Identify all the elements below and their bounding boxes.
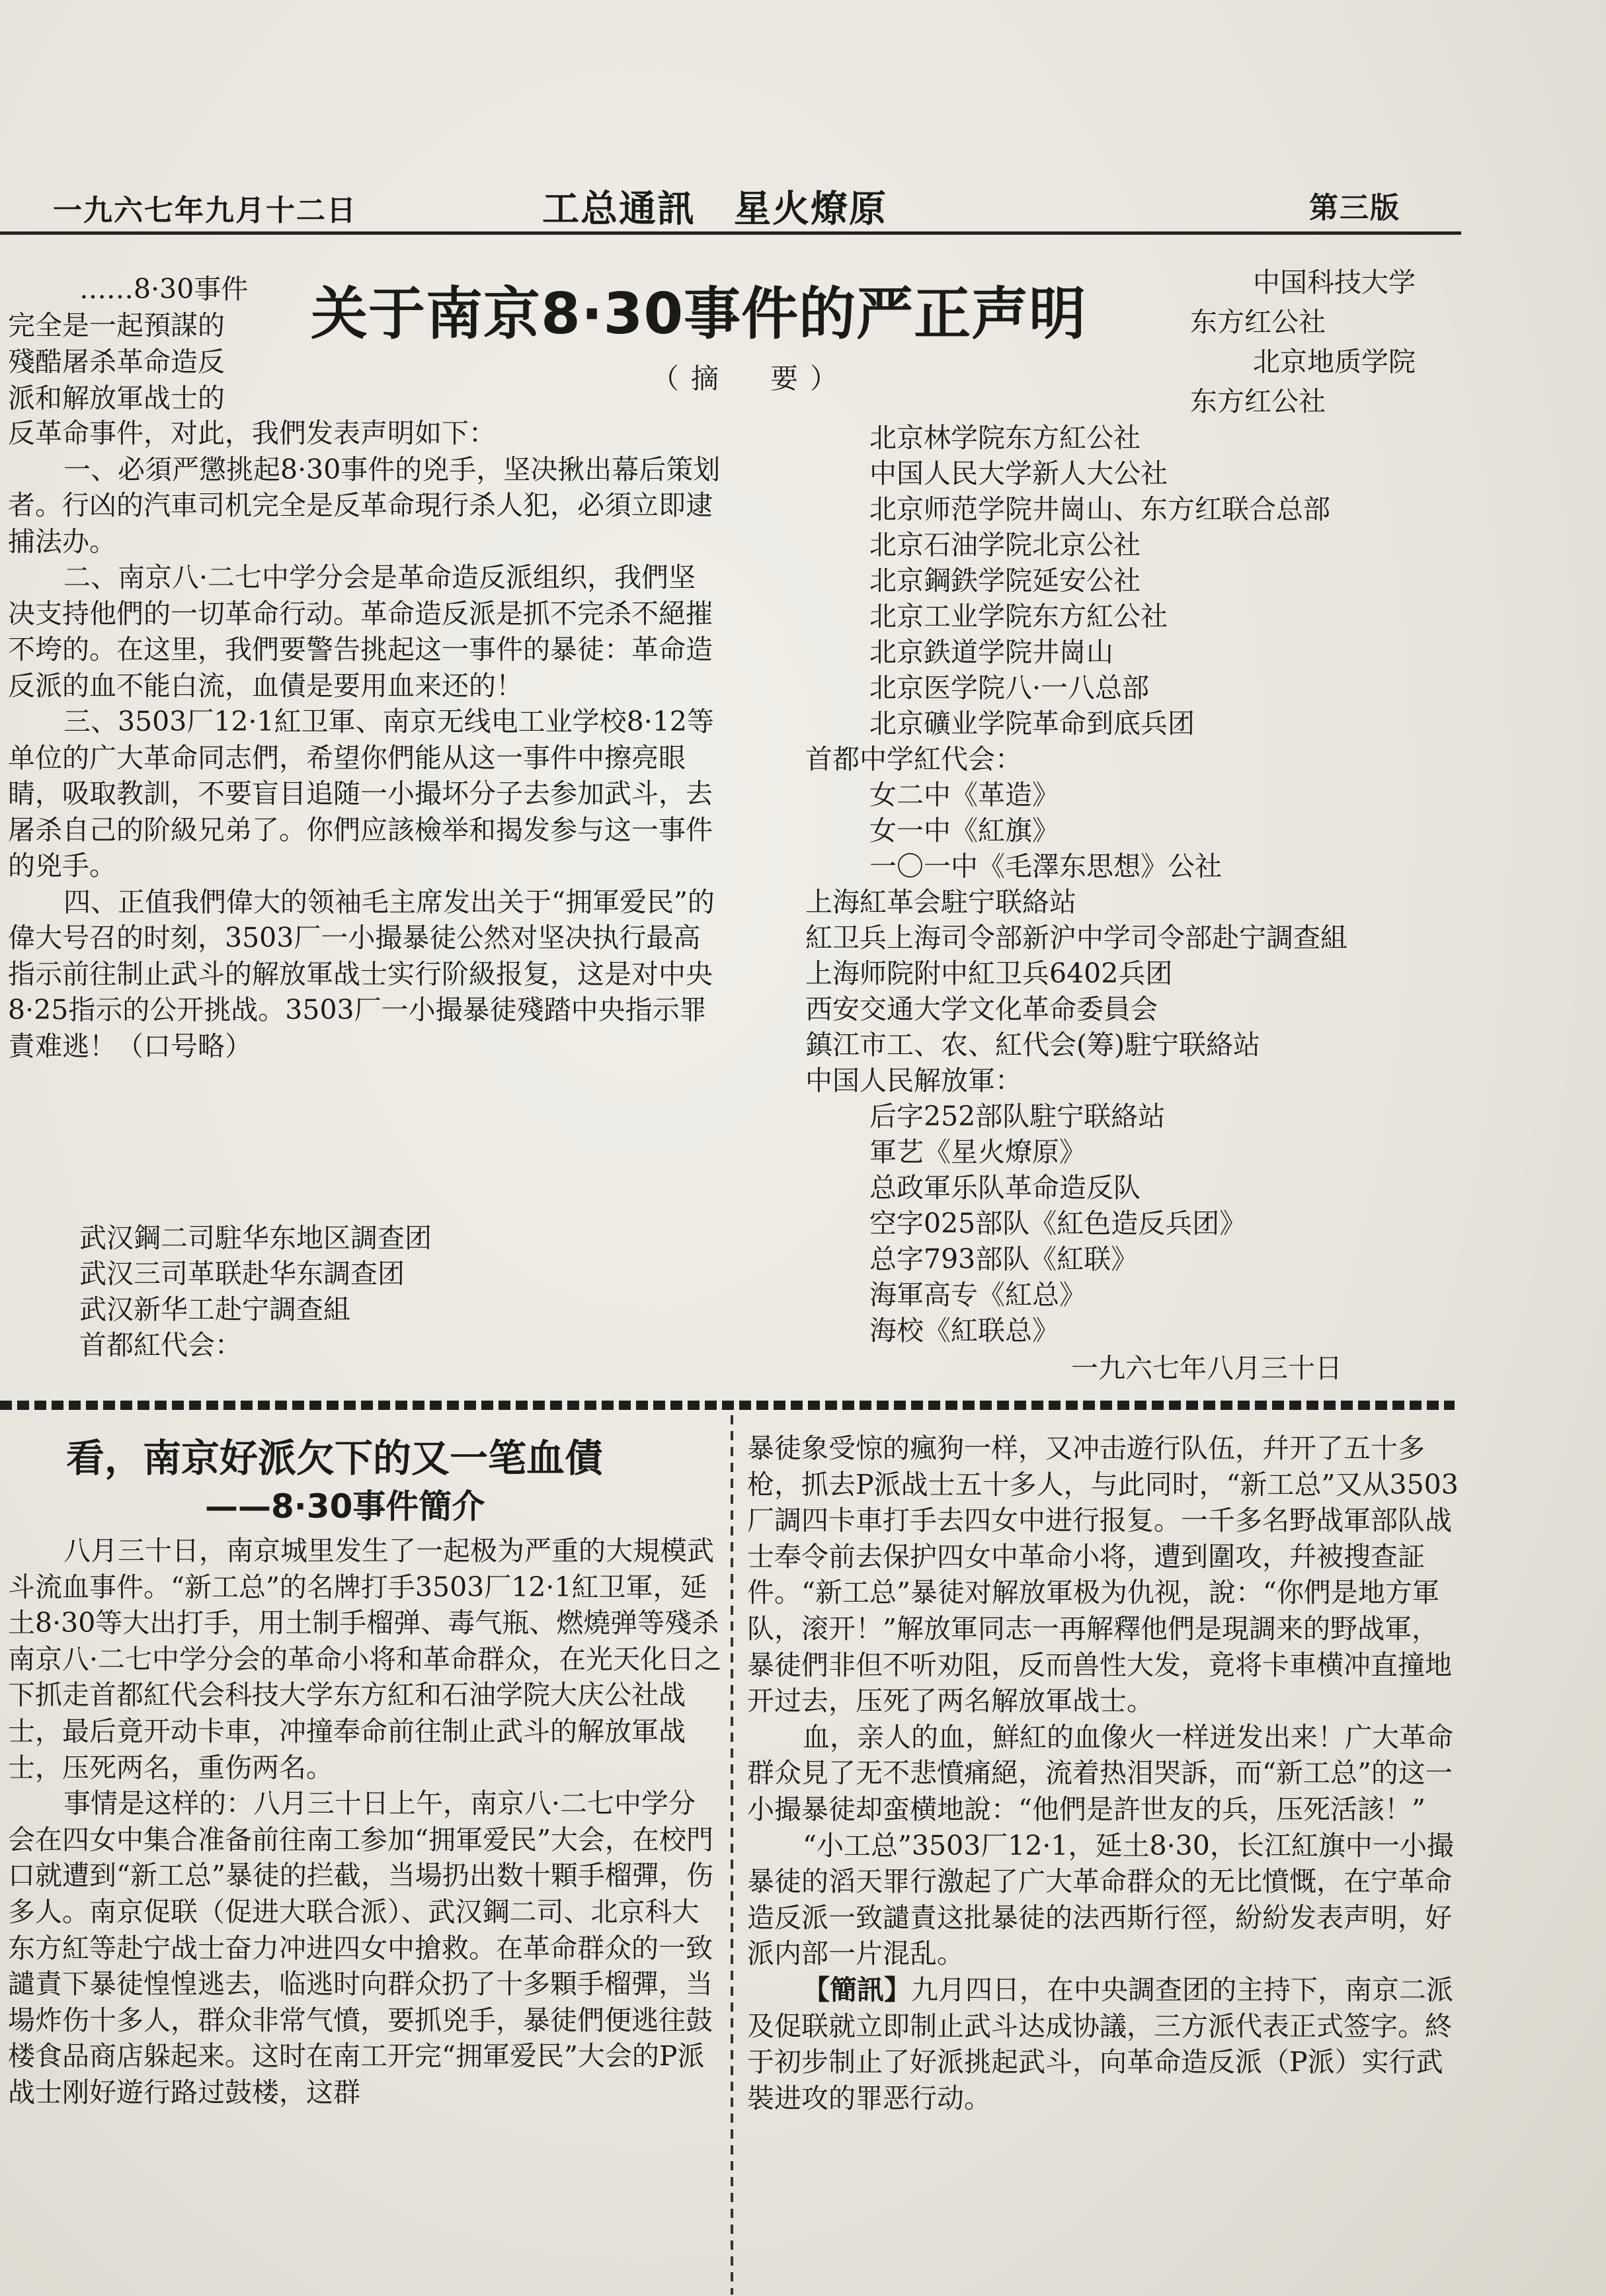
statement-para: 四、正值我們偉大的领袖毛主席发出关于“拥軍爱民”的偉大号召的时刻，3503厂一小撮暴徒公然对坚决执行最高指示前往制止武斗的解放軍战士实行阶級报复，这是对中央8·25指示的公开挑战。3503厂一小撮暴徒殘踏中央指示罪責难逃！（口号略） xyxy=(8,885,715,1062)
page-number: 第三版 xyxy=(1309,191,1400,225)
signer: 西安交通大学文化革命委員会 xyxy=(805,993,1158,1025)
signer: 一〇一中《毛澤东思想》公社 xyxy=(869,850,1222,882)
signer: 空字025部队《紅色造反兵团》 xyxy=(869,1208,1247,1239)
signer: 女二中《革造》 xyxy=(869,779,1059,811)
signer: 北京医学院八·一八总部 xyxy=(869,672,1150,704)
signer-geology: 北京地质学院 xyxy=(1253,346,1416,378)
signer: 武汉鋼二司駐华东地区調查团 xyxy=(79,1222,432,1254)
article-left-column xyxy=(8,1533,722,2111)
statement-para: 一、必須严懲挑起8·30事件的兇手，坚决揪出幕后策划者。行凶的汽車司机完全是反革命現行杀人犯，必須立即逮捕法办。 xyxy=(8,453,721,557)
article-para: 八月三十日，南京城里发生了一起极为严重的大規模武斗流血事件。“新工总”的名牌打手3503厂12·1紅卫軍，延土8·30等大出打手，用土制手榴弹、毒气瓶、燃燒弹等殘杀南京八·二七中学分会的革命小将和革命群众，在光天化日之下抓走首都紅代会科技大学东方紅和石油学院大庆公社战士，最后竟开动卡車，冲撞奉命前往制止武斗的解放軍战士，压死两名，重伤两名。 xyxy=(8,1535,722,1784)
signer: 中国人民大学新人大公社 xyxy=(869,458,1168,489)
capital-middle-schools-label: 首都中学紅代会： xyxy=(805,743,1022,775)
issue-date: 一九六七年九月十二日 xyxy=(53,194,357,227)
statement-para: 二、南京八·二七中学分会是革命造反派组织，我們坚决支持他們的一切革命行动。革命造反派是抓不完杀不絕摧不垮的。在这里，我們要警告挑起这一事件的暴徒：革命造反派的血不能白流，血債是要用血来还的！ xyxy=(8,561,713,702)
signer: 海校《紅联总》 xyxy=(869,1315,1059,1346)
signer: 北京鋼鉄学院延安公社 xyxy=(869,565,1141,596)
pla-unit-signers xyxy=(869,1098,1246,1348)
intro-line: 派和解放軍战士的 xyxy=(8,382,225,414)
signer: 上海师院附中紅卫兵6402兵团 xyxy=(805,958,1173,989)
masthead-title: 工总通訊 星火燎原 xyxy=(542,187,887,231)
signer: 武汉新华工赴宁調查組 xyxy=(79,1293,350,1325)
signer: 北京鉄道学院井崗山 xyxy=(869,636,1113,668)
right-signers-beijing xyxy=(869,420,1330,741)
signer: 海軍高专《紅总》 xyxy=(869,1279,1086,1311)
statement-subtitle: （摘 要） xyxy=(651,362,850,395)
article-para: 事情是这样的：八月三十日上午，南京八·二七中学分会在四女中集合准备前往南工参加“拥軍爱民”大会，在校門口就遭到“新工总”暴徒的拦截，当場扔出数十顆手榴彈，伤多人。南京促联（促进大联合派）、武汉鋼二司、北京科大东方紅等赴宁战士奋力冲进四女中搶救。在革命群众的一致譴責下暴徒惶惶逃去，临逃时向群众扔了十多顆手榴彈，当場炸伤十多人，群众非常气憤，要抓兇手，暴徒們便逃往鼓楼食品商店躲起来。这时在南工开完“拥軍爱民”大会的P派战士刚好遊行路过鼓楼，这群 xyxy=(8,1787,713,2108)
signer: 总政軍乐队革命造反队 xyxy=(869,1172,1141,1204)
brief-news xyxy=(747,1972,1465,2116)
article-para: “小工总”3503厂12·1，延土8·30，长江紅旗中一小撮暴徒的滔天罪行激起了广大革命群众的无比憤慨，在宁革命造反派一致譴責这批暴徒的法西斯行徑，紛紛发表声明，好派内部一片混乱。 xyxy=(747,1829,1454,1970)
intro-line: 殘酷屠杀革命造反 xyxy=(8,346,225,378)
right-signers-flush xyxy=(805,884,1347,1098)
signer: 北京师范学院井崗山、东方红联合总部 xyxy=(869,493,1330,525)
signer-ustc: 中国科技大学 xyxy=(1253,266,1416,298)
statement-date: 一九六七年八月三十日 xyxy=(1071,1352,1342,1384)
article-para: 暴徒象受惊的瘋狗一样，又冲击遊行队伍，幷开了五十多枪，抓去P派战士五十多人，与此同时，“新工总”又从3503厂調四卡車打手去四女中进行报复。一千多名野战軍部队战士奉令前去保护四女中革命小将，遭到圍攻，幷被搜查証件。“新工总”暴徒对解放軍极为仇视，說：“你們是地方軍队，滚开！”解放軍同志一再解釋他們是現調来的野战軍，暴徒們非但不听劝阻，反而兽性大发，竟将卡車横冲直撞地开过去，压死了两名解放軍战士。 xyxy=(747,1432,1459,1717)
section-divider xyxy=(0,1401,1455,1410)
article-subtitle: ——8·30事件簡介 xyxy=(205,1487,485,1526)
brief-label: 【簡訊】 xyxy=(803,1973,911,2006)
signer: 北京林学院东方紅公社 xyxy=(869,422,1141,454)
brief-text: 九月四日，在中央調查团的主持下，南京二派及促联就立即制止武斗达成协議，三方派代表正式签字。終于初步制止了好派挑起武斗，向革命造反派（P派）实行武裝进攻的罪恶行动。 xyxy=(747,1973,1453,2114)
statement-para: 反革命事件，对此，我們发表声明如下： xyxy=(8,417,496,449)
signer: 中国人民解放軍： xyxy=(805,1065,1022,1096)
signer: 北京工业学院东方紅公社 xyxy=(869,600,1168,632)
statement-body xyxy=(8,415,722,1064)
article-para: 血，亲人的血，鮮紅的血像火一样迸发出来！广大革命群众見了无不悲憤痛絕，流着热泪哭訴，而“新工总”的这一小撮暴徒却蛮横地說：“他們是許世友的兵，压死活該！” xyxy=(747,1721,1453,1825)
signer-ustc-commune: 东方红公社 xyxy=(1190,306,1326,338)
signer: 紅卫兵上海司令部新沪中学司令部赴宁調查組 xyxy=(805,922,1347,954)
signer: 后字252部队駐宁联絡站 xyxy=(869,1100,1166,1132)
column-divider xyxy=(731,1415,733,2295)
statement-para: 三、3503厂12·1紅卫軍、南京无线电工业学校8·12等单位的广大革命同志們，希望你們能从这一事件中擦亮眼睛，吸取教訓，不要盲目追随一小撮坏分子去参加武斗，去屠杀自己的阶級兄弟了。你們应該檢举和揭发参与这一事件的兇手。 xyxy=(8,706,714,882)
intro-line: ……8·30事件 xyxy=(79,273,249,305)
article-right-column xyxy=(747,1430,1465,2116)
signer: 北京石油学院北京公社 xyxy=(869,529,1141,561)
signer: 北京礦业学院革命到底兵团 xyxy=(869,708,1195,739)
signer-geology-commune: 东方红公社 xyxy=(1190,386,1326,417)
signer: 首都紅代会： xyxy=(79,1329,242,1361)
article-title: 看，南京好派欠下的又一笔血債 xyxy=(66,1436,604,1481)
signer: 上海紅革会駐宁联絡站 xyxy=(805,886,1076,918)
signer: 鎮江市工、农、紅代会(筹)駐宁联絡站 xyxy=(805,1029,1260,1061)
signer: 武汉三司革联赴华东調查团 xyxy=(79,1258,405,1290)
middle-school-signers xyxy=(869,777,1222,884)
intro-line: 完全是一起預謀的 xyxy=(8,309,225,341)
left-signers xyxy=(79,1220,432,1363)
statement-title: 关于南京8·30事件的严正声明 xyxy=(311,281,1087,347)
header-rule xyxy=(0,231,1461,235)
signer: 女一中《紅旗》 xyxy=(869,815,1059,846)
signer: 总字793部队《紅联》 xyxy=(869,1243,1139,1275)
signer: 軍艺《星火燎原》 xyxy=(869,1136,1086,1168)
